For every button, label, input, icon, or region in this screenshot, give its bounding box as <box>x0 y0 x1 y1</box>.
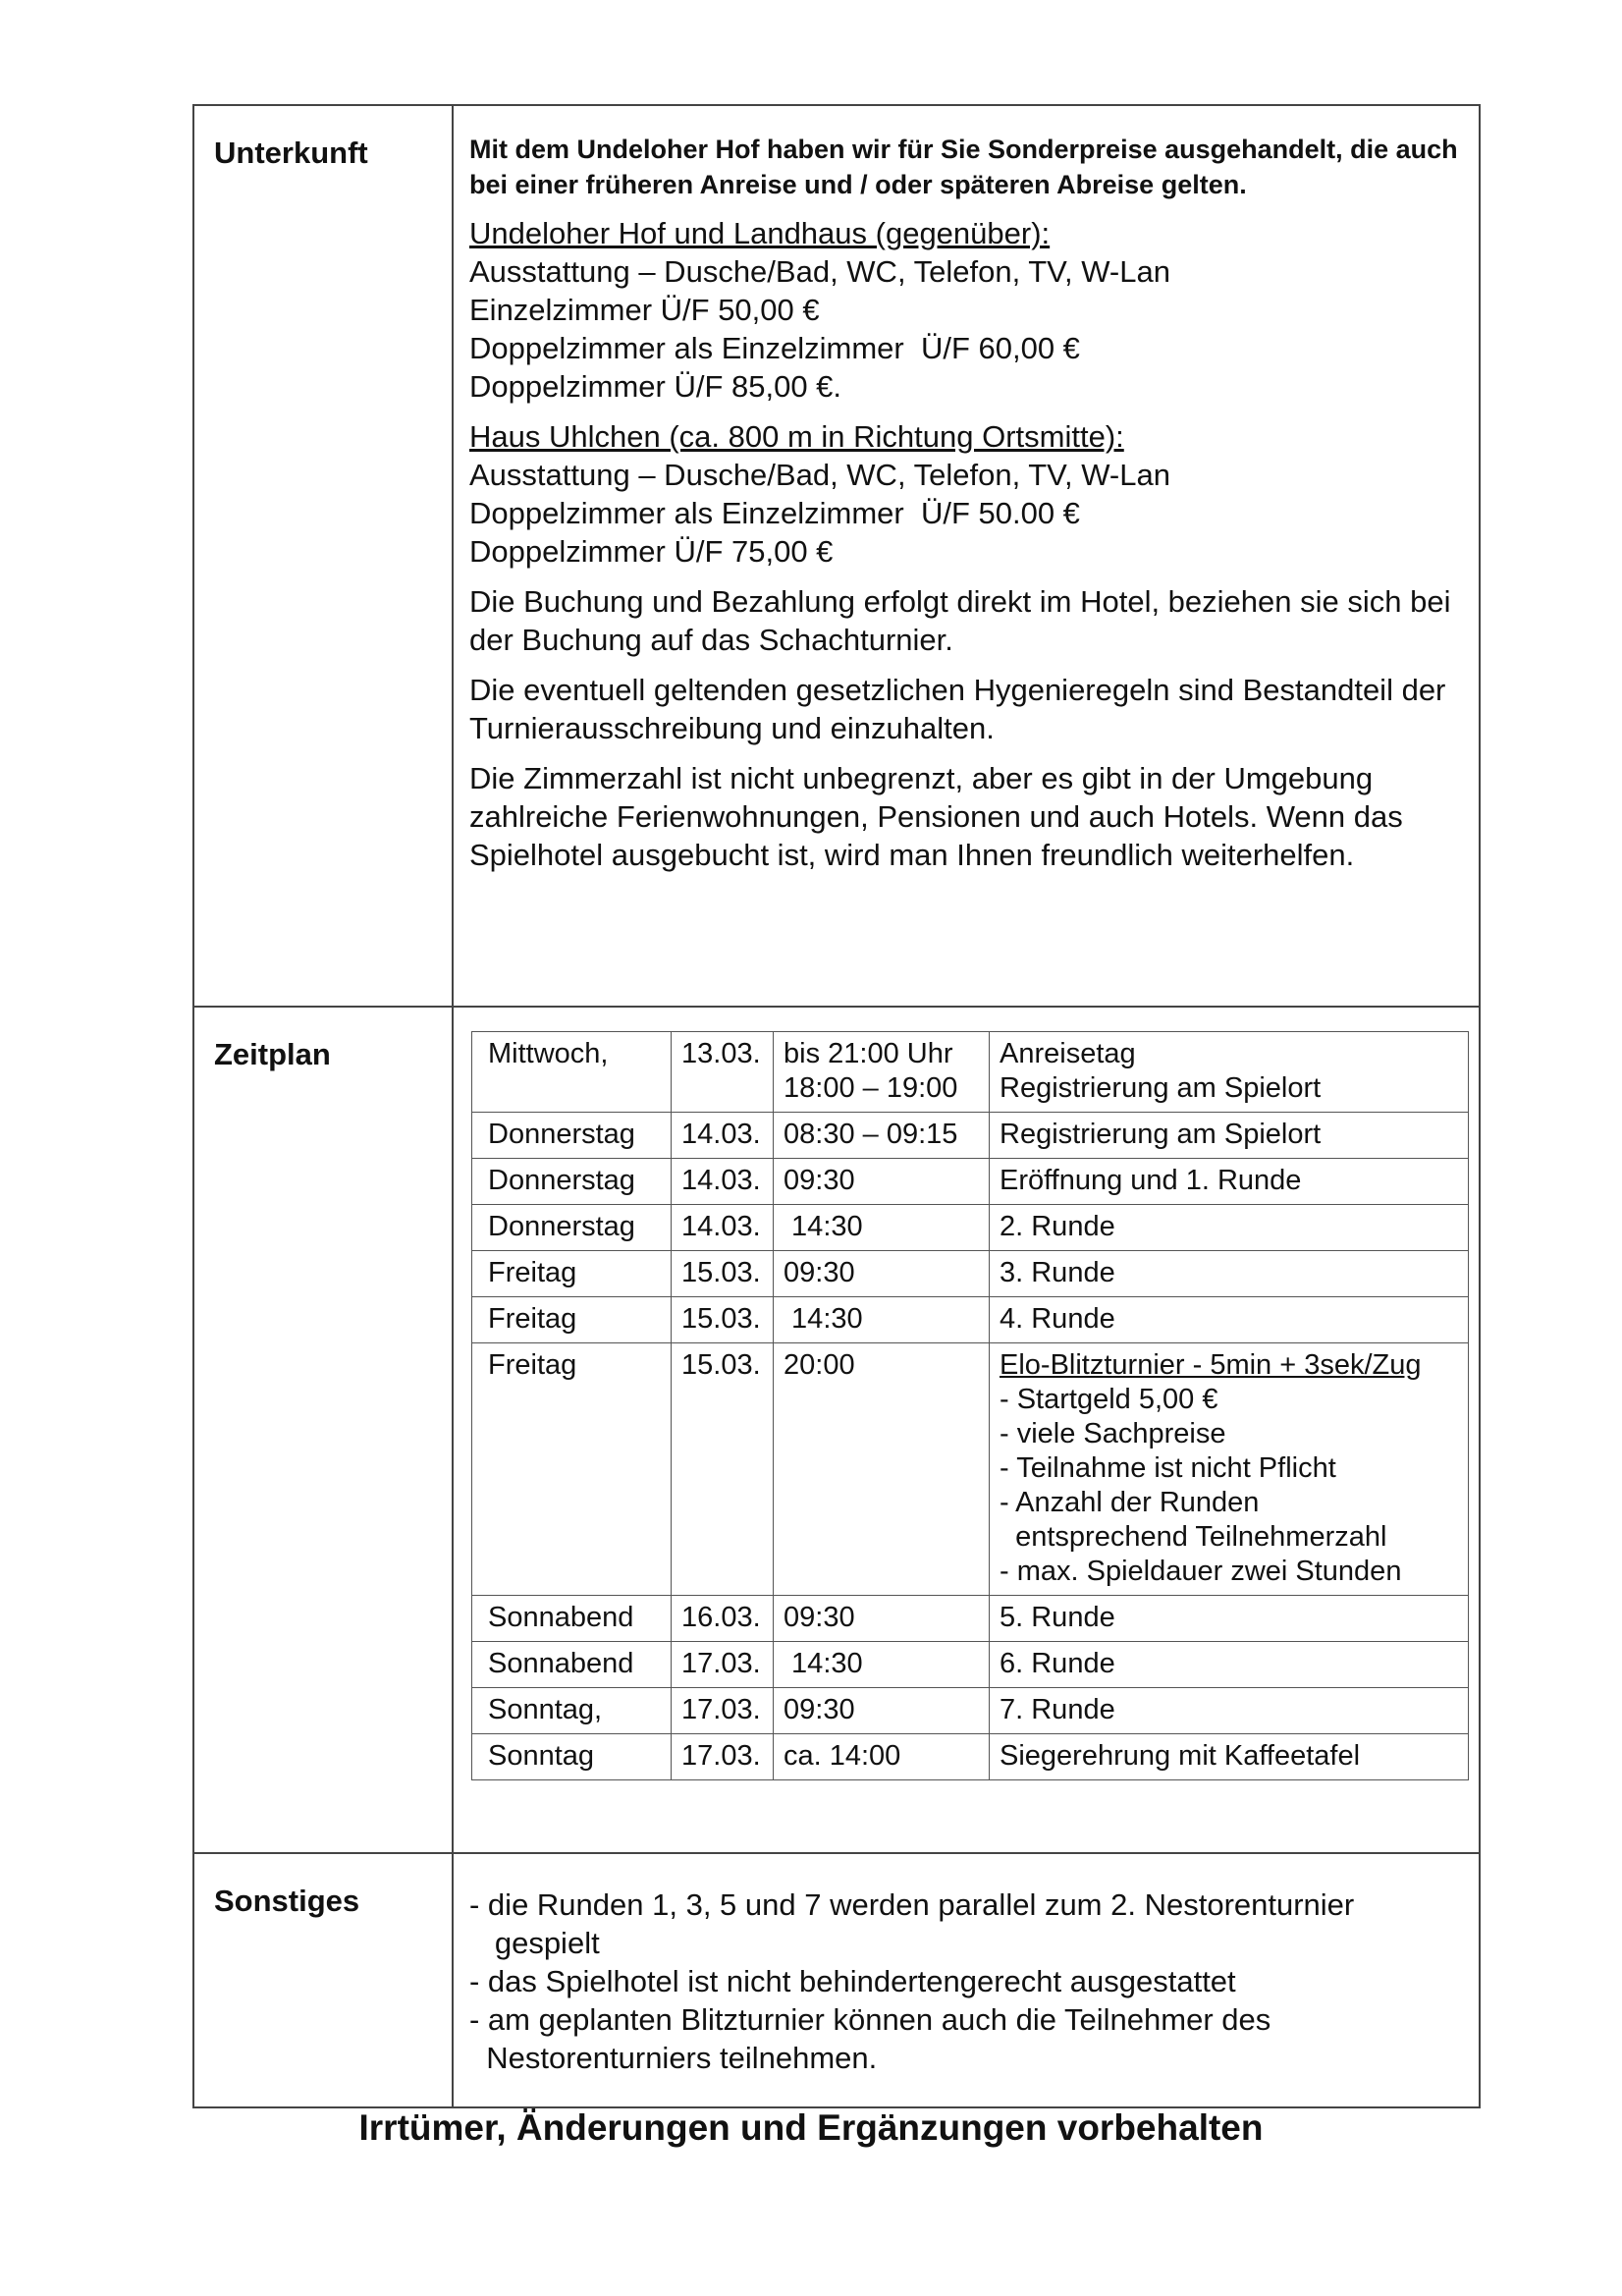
label-cell <box>193 1853 453 2107</box>
schedule-event <box>990 1251 1469 1297</box>
hygiene-paragraph: Die eventuell geltenden gesetzlichen Hygenieregeln sind Bestandteil der Turnierausschreibung und einzuhalten. <box>469 673 1446 745</box>
section-label-zeitplan: Zeitplan <box>214 1037 331 1071</box>
schedule-time-text: 14:30 <box>784 1211 863 1242</box>
schedule-date <box>672 1113 774 1159</box>
schedule-row <box>472 1734 1469 1780</box>
schedule-event-text: Eröffnung und 1. Runde <box>1000 1165 1302 1196</box>
hotel-1-heading: Undeloher Hof und Landhaus (gegenüber): <box>469 216 1051 250</box>
schedule-date-text: 15.03. <box>681 1349 761 1381</box>
schedule-time-text: 14:30 <box>784 1648 863 1679</box>
schedule-event-text: 3. Runde <box>1000 1257 1115 1288</box>
schedule-event <box>990 1159 1469 1205</box>
hotel-2-heading: Haus Uhlchen (ca. 800 m in Richtung Ortsmitte): <box>469 419 1124 454</box>
schedule-date <box>672 1251 774 1297</box>
schedule-time <box>774 1159 990 1205</box>
schedule-event-text: 7. Runde <box>1000 1694 1115 1725</box>
row-unterkunft <box>193 105 1480 1007</box>
hotel-2-line: Doppelzimmer als Einzelzimmer Ü/F 50.00 € <box>469 496 1080 530</box>
schedule-event <box>990 1688 1469 1734</box>
schedule-row <box>472 1343 1469 1596</box>
schedule-day-text: Donnerstag <box>488 1165 635 1196</box>
schedule-time-text: 18:00 – 19:00 <box>784 1072 958 1104</box>
schedule-time-text: 08:30 – 09:15 <box>784 1119 958 1150</box>
schedule-day <box>472 1205 672 1251</box>
schedule-event-text: - Anzahl der Runden <box>1000 1487 1260 1518</box>
schedule-date-text: 14.03. <box>681 1211 761 1242</box>
schedule-event-text: 5. Runde <box>1000 1602 1115 1633</box>
schedule-event <box>990 1032 1469 1113</box>
zeitplan-content <box>453 1007 1480 1853</box>
schedule-event-text: Elo-Blitzturnier - 5min + 3sek/Zug <box>1000 1349 1422 1381</box>
schedule-day-text: Sonnabend <box>488 1602 634 1633</box>
schedule-time <box>774 1251 990 1297</box>
schedule-day <box>472 1596 672 1642</box>
sonstiges-content <box>453 1853 1480 2107</box>
schedule-day <box>472 1113 672 1159</box>
section-label-sonstiges: Sonstiges <box>214 1884 360 1918</box>
schedule-time <box>774 1297 990 1343</box>
schedule-event-text: - Teilnahme ist nicht Pflicht <box>1000 1452 1336 1484</box>
schedule-day <box>472 1642 672 1688</box>
schedule-time-text: 09:30 <box>784 1257 855 1288</box>
schedule-date <box>672 1032 774 1113</box>
schedule-row <box>472 1159 1469 1205</box>
schedule-time <box>774 1734 990 1780</box>
schedule-event-text: Anreisetag <box>1000 1038 1136 1069</box>
label-cell <box>193 1007 453 1853</box>
schedule-event-text: Registrierung am Spielort <box>1000 1072 1322 1104</box>
schedule-day-text: Freitag <box>488 1303 577 1335</box>
schedule-row <box>472 1205 1469 1251</box>
schedule-date-text: 14.03. <box>681 1165 761 1196</box>
schedule-day <box>472 1343 672 1596</box>
schedule-day-text: Sonntag, <box>488 1694 603 1725</box>
schedule-date <box>672 1159 774 1205</box>
schedule-date-text: 17.03. <box>681 1740 761 1772</box>
hotel-1-line: Einzelzimmer Ü/F 50,00 € <box>469 293 820 327</box>
hotel-2-block <box>469 417 1465 571</box>
row-sonstiges <box>193 1853 1480 2107</box>
schedule-time <box>774 1596 990 1642</box>
hotel-1-block <box>469 214 1465 406</box>
sonstiges-line: - die Runden 1, 3, 5 und 7 werden parallel zum 2. Nestorenturnier <box>469 1887 1355 1922</box>
schedule-row <box>472 1113 1469 1159</box>
sonstiges-list <box>469 1886 1465 2077</box>
schedule-date-text: 13.03. <box>681 1038 761 1069</box>
schedule-event <box>990 1596 1469 1642</box>
schedule-row <box>472 1297 1469 1343</box>
schedule-time <box>774 1032 990 1113</box>
schedule-time <box>774 1205 990 1251</box>
info-table <box>192 104 1481 2108</box>
section-label-unterkunft: Unterkunft <box>214 136 368 170</box>
schedule-event-text: - Startgeld 5,00 € <box>1000 1384 1218 1415</box>
schedule-row <box>472 1688 1469 1734</box>
hotel-2-line: Ausstattung – Dusche/Bad, WC, Telefon, TV, W-Lan <box>469 458 1170 492</box>
schedule-event <box>990 1734 1469 1780</box>
unterkunft-intro: Mit dem Undeloher Hof haben wir für Sie Sonderpreise ausgehandelt, die auch bei einer früheren Anreise und / oder späteren Abreise gelten. <box>469 135 1458 199</box>
schedule-date <box>672 1688 774 1734</box>
schedule-event-text: Siegerehrung mit Kaffeetafel <box>1000 1740 1361 1772</box>
hotel-1-line: Ausstattung – Dusche/Bad, WC, Telefon, TV, W-Lan <box>469 254 1170 289</box>
rooms-paragraph: Die Zimmerzahl ist nicht unbegrenzt, aber es gibt in der Umgebung zahlreiche Ferienwohnungen, Pensionen und auch Hotels. Wenn das Spielhotel ausgebucht ist, wird man Ihnen freundlich weiterhelfen. <box>469 761 1403 872</box>
label-cell <box>193 105 453 1007</box>
schedule-date-text: 15.03. <box>681 1257 761 1288</box>
schedule-date <box>672 1596 774 1642</box>
schedule-event-text: 2. Runde <box>1000 1211 1115 1242</box>
hotel-1-line: Doppelzimmer als Einzelzimmer Ü/F 60,00 € <box>469 331 1080 365</box>
schedule-day <box>472 1159 672 1205</box>
schedule-time-text: 20:00 <box>784 1349 855 1381</box>
unterkunft-content <box>453 105 1480 1007</box>
schedule-row <box>472 1642 1469 1688</box>
schedule-time <box>774 1113 990 1159</box>
schedule-event <box>990 1343 1469 1596</box>
schedule-day-text: Donnerstag <box>488 1211 635 1242</box>
schedule-time <box>774 1343 990 1596</box>
sonstiges-line: Nestorenturniers teilnehmen. <box>469 2041 878 2075</box>
schedule-time-text: ca. 14:00 <box>784 1740 901 1772</box>
schedule-event <box>990 1297 1469 1343</box>
schedule-date-text: 14.03. <box>681 1119 761 1150</box>
row-zeitplan <box>193 1007 1480 1853</box>
schedule-day-text: Freitag <box>488 1349 577 1381</box>
schedule-event <box>990 1113 1469 1159</box>
schedule-date-text: 15.03. <box>681 1303 761 1335</box>
schedule-time-text: 09:30 <box>784 1602 855 1633</box>
schedule-day-text: Mittwoch, <box>488 1038 609 1069</box>
booking-paragraph: Die Buchung und Bezahlung erfolgt direkt im Hotel, beziehen sie sich bei der Buchung auf das Schachturnier. <box>469 584 1451 657</box>
schedule-date <box>672 1642 774 1688</box>
schedule-date <box>672 1343 774 1596</box>
sonstiges-line: - das Spielhotel ist nicht behindertengerecht ausgestattet <box>469 1964 1236 1998</box>
schedule-event-text: Registrierung am Spielort <box>1000 1119 1322 1150</box>
schedule-time-text: 09:30 <box>784 1165 855 1196</box>
schedule-time-text: bis 21:00 Uhr <box>784 1038 953 1069</box>
schedule-time <box>774 1688 990 1734</box>
schedule-row <box>472 1032 1469 1113</box>
schedule-time-text: 14:30 <box>784 1303 863 1335</box>
schedule-day-text: Sonnabend <box>488 1648 634 1679</box>
schedule-day-text: Donnerstag <box>488 1119 635 1150</box>
schedule-row <box>472 1251 1469 1297</box>
hotel-2-line: Doppelzimmer Ü/F 75,00 € <box>469 534 834 569</box>
schedule-date <box>672 1205 774 1251</box>
schedule-date-text: 16.03. <box>681 1602 761 1633</box>
schedule-event <box>990 1642 1469 1688</box>
schedule-day-text: Freitag <box>488 1257 577 1288</box>
schedule-table <box>471 1031 1469 1780</box>
sonstiges-line: gespielt <box>469 1926 600 1960</box>
schedule-date-text: 17.03. <box>681 1694 761 1725</box>
footer-disclaimer: Irrtümer, Änderungen und Ergänzungen vorbehalten <box>358 2107 1264 2148</box>
schedule-event-text: entsprechend Teilnehmerzahl <box>1000 1521 1387 1553</box>
schedule-date <box>672 1297 774 1343</box>
schedule-event-text: - max. Spieldauer zwei Stunden <box>1000 1556 1402 1587</box>
schedule-day <box>472 1688 672 1734</box>
hotel-1-line: Doppelzimmer Ü/F 85,00 €. <box>469 369 842 404</box>
schedule-time-text: 09:30 <box>784 1694 855 1725</box>
sonstiges-line: - am geplanten Blitzturnier können auch die Teilnehmer des <box>469 2002 1271 2037</box>
schedule-day <box>472 1251 672 1297</box>
schedule-day-text: Sonntag <box>488 1740 595 1772</box>
schedule-row <box>472 1596 1469 1642</box>
schedule-event <box>990 1205 1469 1251</box>
schedule-day <box>472 1297 672 1343</box>
schedule-event-text: 6. Runde <box>1000 1648 1115 1679</box>
schedule-event-text: - viele Sachpreise <box>1000 1418 1226 1449</box>
schedule-date-text: 17.03. <box>681 1648 761 1679</box>
schedule-day <box>472 1734 672 1780</box>
schedule-date <box>672 1734 774 1780</box>
schedule-time <box>774 1642 990 1688</box>
schedule-event-text: 4. Runde <box>1000 1303 1115 1335</box>
schedule-day <box>472 1032 672 1113</box>
